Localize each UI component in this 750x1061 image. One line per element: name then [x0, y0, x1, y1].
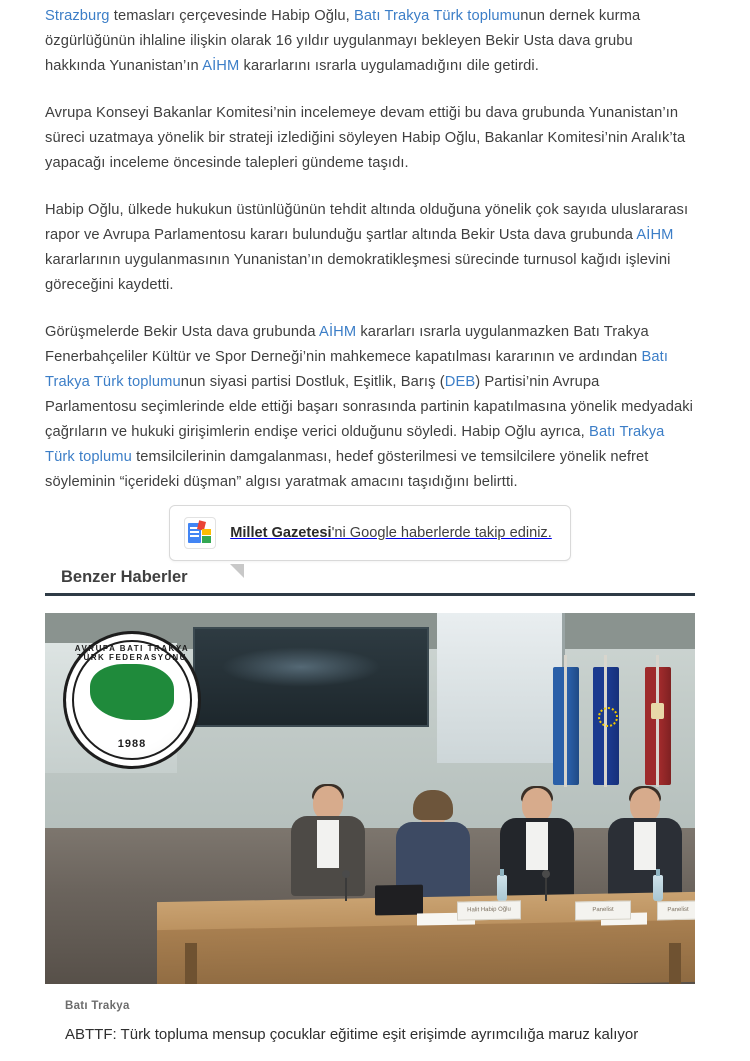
section-divider	[45, 593, 695, 596]
related-news-title: Benzer Haberler	[61, 568, 198, 587]
photo-panel-table-front	[157, 920, 695, 984]
abttf-logo-icon	[63, 631, 201, 769]
abttf-logo-arc-text: AVRUPA BATI TRAKYA TÜRK FEDERASYONU	[74, 644, 190, 662]
photo-nameplate-1: Halit Habip Oğlu	[457, 900, 521, 920]
paragraph-text: temasları çerçevesinde Habip Oğlu,	[109, 8, 355, 24]
related-card-category[interactable]: Batı Trakya	[65, 1000, 130, 1012]
photo-microphone-1	[345, 875, 347, 901]
flag-red	[645, 667, 671, 785]
paragraph-text: kararlarının uygulanmasının Yunanistan’ın demokratikleşmesi sürecinde turnusol kağıdı işlevini göreceğini kaydetti.	[45, 252, 671, 293]
corner-tick-decoration	[230, 564, 244, 578]
related-card-image[interactable]	[45, 613, 695, 984]
paragraph-text: Avrupa Konseyi Bakanlar Komitesi’nin incelemeye devam ettiği bu dava grubunda Yunanistan’ın süreci uzatmaya yönelik bir strateji izlediğini söyleyen Habip Oğlu, Bakanlar Komitesi’nin Aralık’ta yapacağı inceleme öncesinde talepleri gündeme taşıdı.	[45, 105, 686, 171]
inline-link[interactable]: Batı Trakya Türk toplumu	[45, 424, 665, 465]
photo-screen-glow	[221, 647, 381, 687]
abttf-logo-shape	[90, 664, 174, 720]
photo-water-bottle-1	[497, 875, 507, 901]
google-news-brand: Millet Gazetesi	[230, 525, 332, 541]
photo-microphone-2	[545, 875, 547, 901]
inline-link[interactable]: DEB	[444, 374, 476, 390]
paragraph-1	[45, 4, 695, 79]
related-news-card[interactable]	[45, 613, 695, 1046]
paragraph-text: kararları ısrarla uygulanmazken Batı Trakya Fenerbahçeliler Kültür ve Spor Derneği’nin mahkemece kapatılması kararının ve ardından	[45, 324, 649, 365]
photo-table-leg-left	[185, 943, 197, 984]
flag-greece	[553, 667, 579, 785]
flag-eu	[593, 667, 619, 785]
paragraph-text: kararlarını ısrarla uygulamadığını dile getirdi.	[239, 58, 539, 74]
related-news-header	[45, 564, 695, 598]
photo-nameplate-3: Panelist	[657, 901, 695, 921]
google-news-follow-wrap	[45, 505, 695, 561]
inline-link[interactable]: AİHM	[202, 58, 240, 74]
article-body	[45, 0, 695, 517]
photo-laptop	[375, 885, 423, 916]
paragraph-3	[45, 198, 695, 298]
paragraph-text: Görüşmelerde Bekir Usta dava grubunda	[45, 324, 320, 340]
related-card-title[interactable]: ABTTF: Türk topluma mensup çocuklar eğitime eşit erişimde ayrımcılığa maruz kalıyor	[65, 1026, 639, 1043]
paragraph-text: nun dernek kurma özgürlüğünün ihlaline ilişkin olarak 16 yıldır uygulanmayı bekleyen Bekir Usta dava grubu hakkında Yunanistan’ın	[45, 8, 641, 74]
photo-water-bottle-2	[653, 875, 663, 901]
inline-link[interactable]: AİHM	[636, 227, 674, 243]
google-news-follow-label	[230, 525, 552, 541]
google-news-suffix: 'ni Google haberlerde takip ediniz.	[331, 525, 552, 541]
paragraph-text: ) Partisi’nin Avrupa Parlamentosu seçimlerinde elde ettiği başarı sonrasında partinin kapatılmasına yönelik medyadaki çağrıların ve hukuki girişimlerin endişe verici olduğunu söyledi. Habip Oğlu ayrıca,	[45, 374, 694, 440]
photo-table-leg-right	[669, 943, 681, 984]
abttf-logo-year: 1988	[117, 738, 147, 750]
paragraph-text: Habip Oğlu, ülkede hukukun üstünlüğünün tehdit altında olduğuna yönelik çok sayıda uluslararası rapor ve Avrupa Parlamentosu kararı bulunduğu şartlar altında Bekir Usta dava grubunda	[45, 202, 689, 243]
photo-nameplate-2: Panelist	[575, 900, 631, 920]
paragraph-4	[45, 320, 695, 495]
related-card-meta	[45, 984, 695, 1046]
paragraph-2	[45, 101, 695, 176]
inline-link[interactable]: Strazburg	[45, 8, 110, 24]
paragraph-text: temsilcilerinin damgalanması, hedef gösterilmesi ve temsilcilere yönelik nefret söyleminin “içerideki düşman” algısı yaratmak amacını taşıdığını belirtti.	[45, 449, 649, 490]
inline-link[interactable]: Batı Trakya Türk toplumu	[45, 349, 669, 390]
google-news-follow-button[interactable]	[169, 505, 571, 561]
paragraph-text: nun siyasi partisi Dostluk, Eşitlik, Barış (	[180, 374, 445, 390]
inline-link[interactable]: AİHM	[319, 324, 357, 340]
photo-window-right	[437, 613, 565, 763]
google-news-icon	[184, 517, 216, 549]
inline-link[interactable]: Batı Trakya Türk toplumu	[354, 8, 521, 24]
